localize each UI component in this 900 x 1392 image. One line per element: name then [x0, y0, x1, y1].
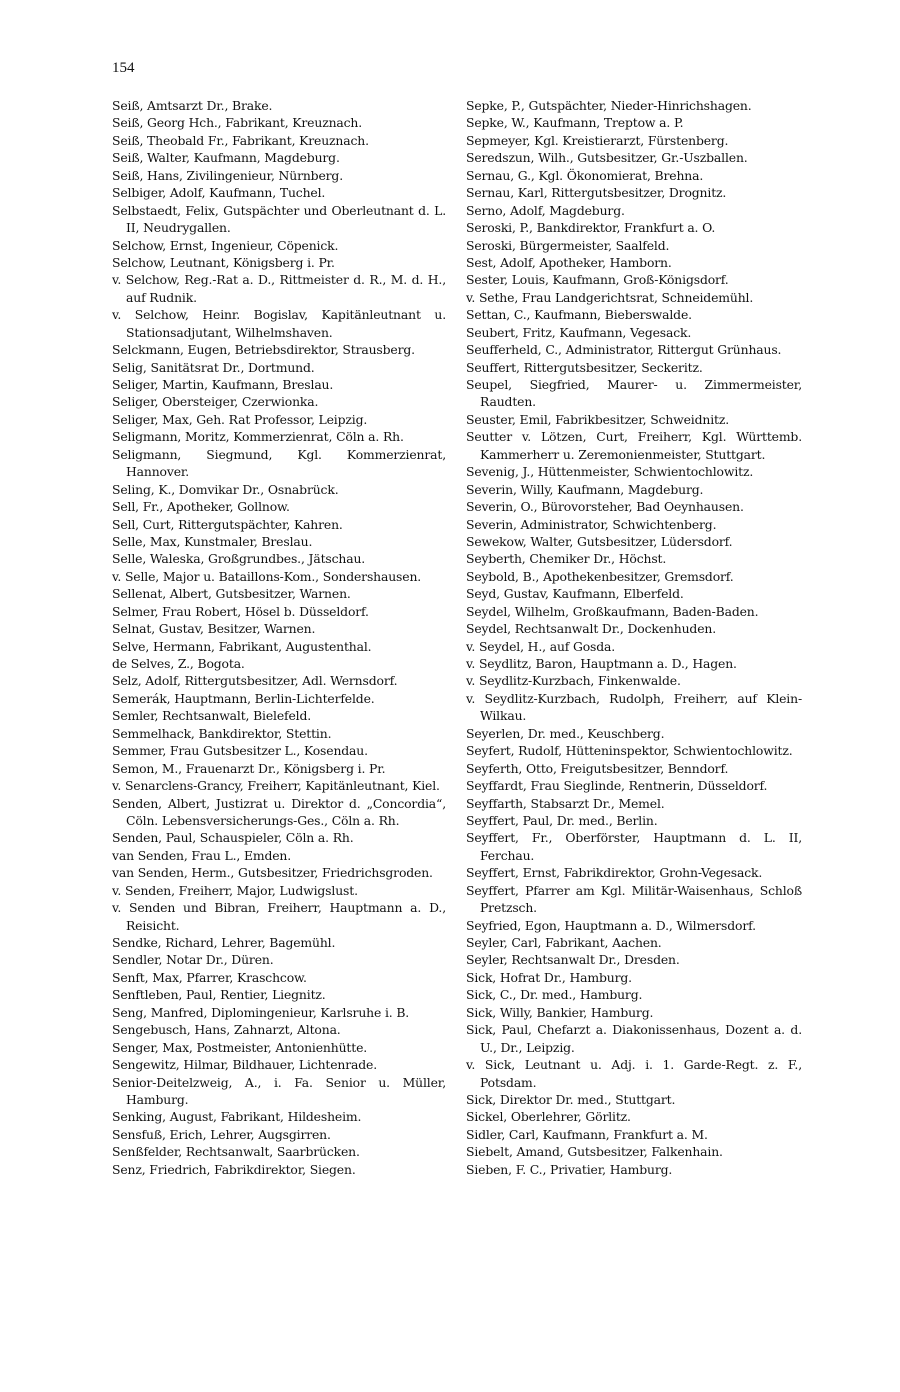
directory-entry: Selle, Waleska, Großgrundbes., Jätschau.: [112, 551, 366, 567]
directory-entry: Sernau, Karl, Rittergutsbesitzer, Drognitz.: [466, 185, 727, 201]
directory-entry: Sieben, F. C., Privatier, Hamburg.: [466, 1161, 673, 1177]
directory-entry: Serno, Adolf, Magdeburg.: [466, 202, 625, 218]
directory-entry: Sick, Direktor Dr. med., Stuttgart.: [466, 1091, 676, 1107]
directory-entry: Seyffert, Ernst, Fabrikdirektor, Grohn-Vegesack.: [466, 865, 763, 881]
directory-entry: v. Seydlitz, Baron, Hauptmann a. D., Hagen.: [466, 656, 737, 671]
directory-entry: Severin, Willy, Kaufmann, Magdeburg.: [466, 481, 704, 497]
directory-entry: Seiß, Georg Hch., Fabrikant, Kreuznach.: [112, 115, 363, 131]
directory-entry: Seroski, P., Bankdirektor, Frankfurt a. O.: [466, 220, 716, 236]
directory-entry: Seling, K., Domvikar Dr., Osnabrück.: [112, 481, 339, 497]
directory-entry: Seyffarth, Stabsarzt Dr., Memel.: [466, 795, 665, 811]
directory-entry: de Selves, Z., Bogota.: [112, 656, 245, 671]
directory-entry: Semler, Rechtsanwalt, Bielefeld.: [112, 708, 312, 724]
directory-entry: Selle, Max, Kunstmaler, Breslau.: [112, 533, 313, 549]
directory-entry: Seubert, Fritz, Kaufmann, Vegesack.: [466, 324, 692, 340]
directory-entry: Sendke, Richard, Lehrer, Bagemühl.: [112, 935, 336, 950]
directory-entry: Semon, M., Frauenarzt Dr., Königsberg i. Pr.: [112, 760, 386, 776]
directory-entry: Sevenig, J., Hüttenmeister, Schwientochlowitz.: [466, 464, 754, 480]
directory-entry: Sewekow, Walter, Gutsbesitzer, Lüdersdorf.: [466, 533, 733, 549]
directory-entry: Senßfelder, Rechtsanwalt, Saarbrücken.: [112, 1144, 360, 1160]
directory-entry: Selbiger, Adolf, Kaufmann, Tuchel.: [112, 185, 326, 201]
directory-entry: Seuster, Emil, Fabrikbesitzer, Schweidnitz.: [466, 411, 730, 427]
directory-entry: Selchow, Leutnant, Königsberg i. Pr.: [112, 254, 335, 270]
directory-entry: Senft, Max, Pfarrer, Kraschcow.: [112, 969, 307, 985]
directory-entry: Seyler, Carl, Fabrikant, Aachen.: [466, 935, 662, 950]
directory-entry: Seligmann, Moritz, Kommerzienrat, Cöln a. Rh.: [112, 429, 404, 445]
left-column: [112, 97, 446, 1178]
directory-entry: v. Sethe, Frau Landgerichtsrat, Schneidemühl.: [466, 289, 754, 305]
directory-entry: Senior-Deitelzweig, A., i. Fa. Senior u. Müller, Hamburg.: [112, 1074, 446, 1107]
directory-entry: Sepke, P., Gutspächter, Nieder-Hinrichshagen.: [466, 98, 752, 113]
directory-entry: Seroski, Bürgermeister, Saalfeld.: [466, 237, 670, 253]
directory-entry: Seyffert, Fr., Oberförster, Hauptmann d. L. II, Ferchau.: [466, 830, 802, 863]
directory-entry: Seliger, Martin, Kaufmann, Breslau.: [112, 377, 334, 392]
directory-entry: v. Seydel, H., auf Gosda.: [466, 638, 616, 654]
directory-entry: Sengewitz, Hilmar, Bildhauer, Lichtenrade.: [112, 1057, 378, 1073]
directory-entry: Selve, Hermann, Fabrikant, Augustenthal.: [112, 638, 372, 654]
directory-entry: Senz, Friedrich, Fabrikdirektor, Siegen.: [112, 1161, 356, 1177]
directory-entry: Senden, Paul, Schauspieler, Cöln a. Rh.: [112, 830, 354, 846]
directory-entry: Sick, Willy, Bankier, Hamburg.: [466, 1004, 654, 1020]
directory-entry: Seiß, Theobald Fr., Fabrikant, Kreuznach.: [112, 132, 369, 148]
directory-entry: Seyd, Gustav, Kaufmann, Elberfeld.: [466, 586, 684, 602]
directory-entry: Severin, O., Bürovorsteher, Bad Oeynhausen.: [466, 499, 744, 515]
directory-entry: Siebelt, Amand, Gutsbesitzer, Falkenhain.: [466, 1144, 723, 1160]
directory-entry: Sick, Hofrat Dr., Hamburg.: [466, 969, 632, 985]
directory-entry: v. Sick, Leutnant u. Adj. i. 1. Garde-Regt. z. F., Potsdam.: [466, 1057, 802, 1090]
directory-entry: Seliger, Obersteiger, Czerwionka.: [112, 394, 319, 410]
directory-entry: v. Senden, Freiherr, Major, Ludwigslust.: [112, 882, 358, 898]
directory-entry: Sest, Adolf, Apotheker, Hamborn.: [466, 254, 672, 270]
directory-entry: Sickel, Oberlehrer, Görlitz.: [466, 1109, 631, 1125]
directory-entry: Selckmann, Eugen, Betriebsdirektor, Strausberg.: [112, 342, 415, 358]
directory-entry: Seyberth, Chemiker Dr., Höchst.: [466, 551, 667, 567]
directory-entry: Semmer, Frau Gutsbesitzer L., Kosendau.: [112, 743, 368, 759]
directory-entry: Severin, Administrator, Schwichtenberg.: [466, 516, 717, 532]
directory-entry: Semerák, Hauptmann, Berlin-Lichterfelde.: [112, 690, 375, 706]
directory-entry: Seyffert, Paul, Dr. med., Berlin.: [466, 812, 658, 828]
directory-entry: v. Seydlitz-Kurzbach, Finkenwalde.: [466, 673, 681, 689]
directory-entry: Seredszun, Wilh., Gutsbesitzer, Gr.-Uszballen.: [466, 150, 748, 166]
directory-entry: van Senden, Herm., Gutsbesitzer, Friedrichsgroden.: [112, 865, 433, 881]
directory-entry: Senking, August, Fabrikant, Hildesheim.: [112, 1109, 362, 1125]
directory-entry: Seng, Manfred, Diplomingenieur, Karlsruhe i. B.: [112, 1004, 410, 1020]
directory-entry: Sick, Paul, Chefarzt a. Diakonissenhaus, Dozent a. d. U., Dr., Leipzig.: [466, 1022, 802, 1055]
directory-entry: Seydel, Wilhelm, Großkaufmann, Baden-Baden.: [466, 603, 759, 619]
directory-entry: Seyferth, Otto, Freigutsbesitzer, Benndorf.: [466, 760, 729, 776]
directory-entry: Sellenat, Albert, Gutsbesitzer, Warnen.: [112, 586, 351, 602]
directory-entry: Seyler, Rechtsanwalt Dr., Dresden.: [466, 952, 680, 968]
directory-entry: van Senden, Frau L., Emden.: [112, 847, 292, 863]
directory-entry: Seiß, Amtsarzt Dr., Brake.: [112, 98, 273, 113]
directory-entry: Sensfuß, Erich, Lehrer, Augsgirren.: [112, 1126, 331, 1142]
directory-entry: Sidler, Carl, Kaufmann, Frankfurt a. M.: [466, 1126, 708, 1142]
directory-entry: Sell, Fr., Apotheker, Gollnow.: [112, 499, 290, 515]
directory-entry: Seupel, Siegfried, Maurer- u. Zimmermeister, Raudten.: [466, 377, 802, 410]
directory-entry: Selbstaedt, Felix, Gutspächter und Oberleutnant d. L. II, Neudrygallen.: [112, 202, 446, 236]
page-number: 154: [112, 60, 135, 76]
directory-entry: Seyfert, Rudolf, Hütteninspektor, Schwientochlowitz.: [466, 743, 793, 759]
directory-entry: v. Selchow, Reg.-Rat a. D., Rittmeister d. R., M. d. H., auf Rudnik.: [112, 272, 446, 305]
directory-entry: Seyfried, Egon, Hauptmann a. D., Wilmersdorf.: [466, 917, 756, 933]
directory-entry: Seufferheld, C., Administrator, Rittergut Grünhaus.: [466, 342, 782, 358]
directory-entry: Seutter v. Lötzen, Curt, Freiherr, Kgl. Württemb. Kammerherr u. Zeremonienmeister, Stuttgart.: [466, 429, 802, 462]
directory-entry: Seybold, B., Apothekenbesitzer, Gremsdorf.: [466, 568, 734, 584]
right-column: [466, 97, 802, 1178]
directory-entry: Seiß, Hans, Zivilingenieur, Nürnberg.: [112, 167, 343, 183]
directory-entry: Selchow, Ernst, Ingenieur, Cöpenick.: [112, 237, 339, 253]
directory-entry: Seuffert, Rittergutsbesitzer, Seckeritz.: [466, 359, 703, 375]
directory-entry: Selnat, Gustav, Besitzer, Warnen.: [112, 621, 316, 637]
directory-entry: Sengebusch, Hans, Zahnarzt, Altona.: [112, 1022, 341, 1038]
directory-entry: Selz, Adolf, Rittergutsbesitzer, Adl. Wernsdorf.: [112, 673, 398, 689]
directory-entry: Seydel, Rechtsanwalt Dr., Dockenhuden.: [466, 621, 716, 637]
directory-entry: Seyffert, Pfarrer am Kgl. Militär-Waisenhaus, Schloß Pretzsch.: [466, 882, 802, 916]
directory-entry: v. Selle, Major u. Bataillons-Kom., Sondershausen.: [112, 568, 422, 584]
directory-entry: v. Seydlitz-Kurzbach, Rudolph, Freiherr, auf Klein-Wilkau.: [466, 690, 802, 724]
directory-entry: Senftleben, Paul, Rentier, Liegnitz.: [112, 987, 326, 1003]
directory-entry: Settan, C., Kaufmann, Bieberswalde.: [466, 307, 692, 323]
directory-entry: Sester, Louis, Kaufmann, Groß-Königsdorf.: [466, 272, 729, 288]
directory-entry: v. Senden und Bibran, Freiherr, Hauptmann a. D., Reisicht.: [112, 900, 446, 933]
directory-entry: Seliger, Max, Geh. Rat Professor, Leipzig.: [112, 411, 368, 427]
directory-entry: Seligmann, Siegmund, Kgl. Kommerzienrat, Hannover.: [112, 446, 446, 480]
directory-entry: Sick, C., Dr. med., Hamburg.: [466, 987, 643, 1003]
directory-entry: v. Senarclens-Grancy, Freiherr, Kapitänleutnant, Kiel.: [112, 778, 440, 794]
directory-entry: Senger, Max, Postmeister, Antonienhütte.: [112, 1039, 368, 1055]
directory-entry: Seiß, Walter, Kaufmann, Magdeburg.: [112, 150, 340, 166]
directory-entry: Selmer, Frau Robert, Hösel b. Düsseldorf.: [112, 603, 369, 619]
directory-entry: Senden, Albert, Justizrat u. Direktor d. „Concordia“, Cöln. Lebensversicherungs-Ges., Cöln a. Rh.: [112, 795, 446, 828]
directory-entry: Selig, Sanitätsrat Dr., Dortmund.: [112, 359, 315, 375]
directory-entry: Sernau, G., Kgl. Ökonomierat, Brehna.: [466, 167, 704, 183]
directory-entry: Semmelhack, Bankdirektor, Stettin.: [112, 725, 332, 741]
directory-entry: Sell, Curt, Rittergutspächter, Kahren.: [112, 516, 343, 532]
directory-entry: Seyffardt, Frau Sieglinde, Rentnerin, Düsseldorf.: [466, 778, 768, 794]
directory-entry: Seyerlen, Dr. med., Keuschberg.: [466, 725, 665, 741]
directory-entry: Sendler, Notar Dr., Düren.: [112, 952, 274, 968]
directory-entry: Sepmeyer, Kgl. Kreistierarzt, Fürstenberg.: [466, 132, 729, 148]
directory-entry: v. Selchow, Heinr. Bogislav, Kapitänleutnant u. Stationsadjutant, Wilhelmshaven.: [112, 307, 446, 340]
directory-entry: Sepke, W., Kaufmann, Treptow a. P.: [466, 115, 684, 131]
